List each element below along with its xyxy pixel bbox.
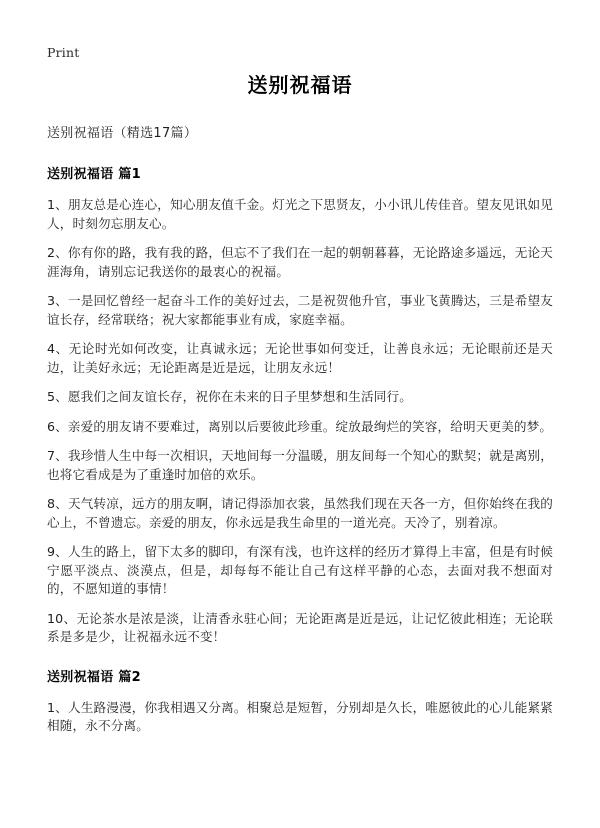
paragraph: 8、天气转凉，远方的朋友啊，请记得添加衣裳，虽然我们现在天各一方，但你始终在我的心上，不曾遗忘。亲爱的朋友，你永远是我生命里的一道光亮。天冷了，别着凉。	[47, 496, 553, 530]
paragraph: 6、亲爱的朋友请不要难过，离别以后要彼此珍重。绽放最绚烂的笑容，给明天更美的梦。	[47, 418, 553, 434]
page-title: 送别祝福语	[247, 73, 353, 97]
section-heading: 送别祝福语 篇2	[47, 669, 141, 685]
paragraph: 5、愿我们之间友谊长存，祝你在未来的日子里梦想和生活同行。	[47, 389, 412, 404]
paragraph: 2、你有你的路，我有我的路，但忘不了我们在一起的朝朝暮暮，无论路途多遥远，无论天涯海角，请别忘记我送你的最衷心的祝福。	[47, 245, 553, 279]
paragraph: 10、无论茶水是浓是淡，让清香永驻心间；无论距离是近是远，让记忆彼此相连；无论联系是多是少，让祝福永远不变！	[47, 610, 553, 644]
section-heading: 送别祝福语 篇1	[47, 167, 141, 182]
paragraph: 1、朋友总是心连心，知心朋友值千金。灯光之下思贤友，小小讯儿传佳音。望友见讯如见人，时刻勿忘朋友心。	[47, 197, 553, 231]
print-label[interactable]: Print	[47, 45, 80, 60]
paragraph: 9、人生的路上，留下太多的脚印，有深有浅，也许这样的经历才算得上丰富，但是有时候宁愿平淡点、淡漠点，但是，却每每不能让自己有这样平静的心态，去面对我不想面对的，不愿知道的事情！	[47, 544, 553, 596]
document-subtitle: 送别祝福语（精选17篇）	[47, 126, 198, 141]
paragraph: 1、人生路漫漫，你我相遇又分离。相聚总是短暂，分别却是久长，唯愿彼此的心儿能紧紧相随，永不分离。	[47, 699, 553, 733]
article-section-1	[47, 165, 553, 647]
paragraph: 3、一是回忆曾经一起奋斗工作的美好过去，二是祝贺他升官，事业飞黄腾达，三是希望友谊长存，经常联络；祝大家都能事业有成，家庭幸福。	[47, 293, 553, 327]
document-content	[47, 72, 553, 736]
paragraph: 7、我珍惜人生中每一次相识，天地间每一分温暖，朋友间每一个知心的默契；就是离别，也将它看成是为了重逢时加倍的欢乐。	[47, 448, 553, 482]
article-section-2	[47, 668, 553, 736]
paragraph: 4、无论时光如何改变，让真诚永远；无论世事如何变迁，让善良永远；无论眼前还是天边，让美好永远；无论距离是近是远，让朋友永远！	[47, 341, 553, 375]
